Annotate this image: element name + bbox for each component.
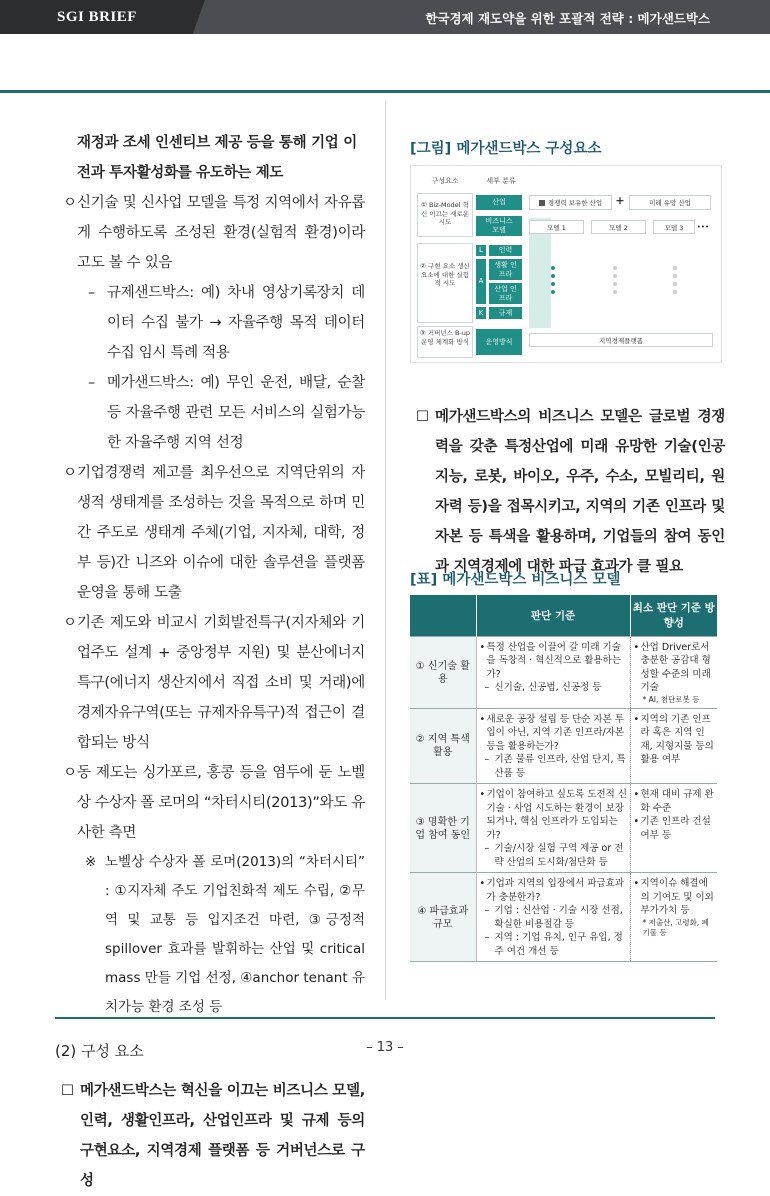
ellipsis: ••• [696,223,710,231]
criteria-text: 특정 산업을 이끌어 갈 미래 기술을 독창적 · 혁신적으로 활용하는가? [486,641,621,680]
min-text: 기존 인프라 건설 여부 등 [640,816,711,841]
letter-a: A [476,259,486,304]
row-label: ① 신기술 활용 [410,636,476,708]
min-criteria-cell: • 지역의 기존 인프라 혹은 지역 인재, 지형지물 등의 활용 여부 [630,708,717,784]
dot-mark [613,274,617,278]
header-rule [0,90,770,93]
bullet-text: 신기술 및 신사업 모델을 특정 지역에서 자유롭게 수행하도록 조성된 환경(실험적 환경)이라고도 볼 수 있음 [77,195,365,271]
checkbox-bullet: ☐ [416,409,429,425]
circle-bullet: ㅇ [63,465,77,481]
dot-mark [613,282,617,286]
criteria-sub: 기업 : 신산업 · 기술 시장 선점, 확실한 비용절감 등 [494,905,623,930]
dot-mark [613,290,617,294]
bullet-item [55,188,365,278]
row-label: ④ 파급효과 규모 [410,873,476,962]
criteria-cell: • 기업과 지역의 입장에서 파급효과가 충분한가? – 기업 : 신산업 · 기술 시장 선점, 확실한 비용절감 등 – 지역 : 기업 유치, 인구 유입, 정주 여건 개선 등 [476,873,630,962]
circle-bullet: ㅇ [63,765,77,781]
left-column [55,128,365,1196]
dot-mark [613,266,617,270]
row1-label: ① Biz-Model 혁신 이끄는 새로운 시도 [420,201,470,226]
min-text: 지역의 기존 인프라 혹은 지역 인재, 지형지물 등의 활용 여부 [640,713,714,765]
table-row [410,708,717,784]
dash-text: 규제샌드박스: 예) 차내 영상기록장치 데이터 수집 불가 → 자율주행 목적 데이터 수집 임시 특례 적용 [107,285,365,361]
building-icon [539,200,545,206]
criteria-cell: • 기업이 참여하고 싶도록 도전적 신기술 · 사업 시도하는 환경이 보장되거나, 핵심 인프라가 도입되는가? – 기술/시장 실험 구역 제공 or 전략 산업의 도시화/첨단화 등 [476,784,630,873]
dash-bullet: – [88,375,95,391]
min-criteria-cell: • 지역이슈 해결에의 기여도 및 이외 부가가치 등 * 저출산, 고령화, 폐기물 등 [630,873,717,962]
row1-sub-model: 비즈니스 모델 [476,216,522,236]
bullet-item [55,608,365,758]
dot-mark [551,266,555,270]
table-title: [표] 메가샌드박스 비즈니스 모델 [410,572,621,588]
circle-bullet: ㅇ [63,615,77,631]
dot-mark [673,282,677,286]
criteria-text: 기업과 지역의 입장에서 파급효과가 충분한가? [486,878,625,903]
row2-sub-living: 생활 인프라 [489,259,522,280]
right-para-text: 메가샌드박스의 비즈니스 모델은 글로벌 경쟁력을 갖춘 특정산업에 미래 유망한 기술(인공지능, 로봇, 바이오, 우주, 수소, 모빌리티, 원자력 등)을 접목시키고, 지역의 기존 인프라 및 자본 등 특색을 활용하며, 기업들의 참여 동인과 지역경제에 대한 파급 효과가 클 필요 [435,409,725,575]
bullet-text: 기업경쟁력 제고를 최우선으로 지역단위의 자생적 생태계를 조성하는 것을 목적으로 하며 민간 주도로 생태계 주체(기업, 지자체, 대학, 정부 등)간 니즈와 이슈에 대한 솔루션을 플랫폼 운영을 통해 도출 [77,465,365,601]
dot-mark [551,290,555,294]
criteria-sub: 기술/시장 실험 구역 제공 or 전략 산업의 도시화/첨단화 등 [494,843,624,868]
min-text: 지역이슈 해결에의 기여도 및 이외 부가가치 등 [640,878,714,916]
reference-note [55,848,365,1022]
highlight-band [529,218,551,328]
criteria-cell: • 특정 산업을 이끌어 갈 미래 기술을 독창적 · 혁신적으로 활용하는가? – 신기술, 신공법, 신공정 등 [476,636,630,708]
model-cell: 모델 3 [653,220,695,234]
dot-mark [551,274,555,278]
dot-mark [673,266,677,270]
letter-l: L [476,245,486,256]
min-criteria-cell: • 산업 Driver로서 충분한 공감대 형성할 수준의 미래 기술 * AI, 첨단로봇 등 [630,636,717,708]
plus-sign: + [615,194,625,207]
section-title: (2) 구성 요소 [55,1042,144,1060]
table-header-cell [410,595,476,636]
footer-rule [55,1017,715,1019]
checkbox-bullet: ☐ [61,1083,74,1099]
min-note: * 저출산, 고령화, 폐기물 등 [642,917,709,937]
model-cell: 모델 1 [529,220,584,234]
table-row [410,636,717,708]
min-criteria-cell: • 현재 대비 규제 완화 수준 • 기존 인프라 건설 여부 등 [630,784,717,873]
note-text: 노벨상 수상자 폴 로머(2013)의 “차터시티” : ①지자체 주도 기업친화적 제도 수립, ②무역 및 교통 등 입지조건 마련, ③긍정적 spillover 효과를 발휘하는 산업 및 critical mass 만들 기업 선정, ④anchor tenant 유치가능 환경 조성 등 [105,854,365,1015]
dash-item [55,368,365,458]
dot-mark [673,274,677,278]
dot-mark [551,282,555,286]
header-title: 한국경제 재도약을 위한 포괄적 전략 : 메가샌드박스 [425,11,710,26]
industry-competitive: 경쟁력 보유한 산업 [529,195,612,210]
bullet-text: 동 제도는 싱가포르, 홍콩 등을 염두에 둔 노벨상 수상자 폴 로머의 “차터시티(2013)”와도 유사한 측면 [77,765,365,841]
row2-sub-industrial: 산업 인프라 [489,283,522,304]
box-bullet-item [55,1076,365,1196]
min-text: 산업 Driver로서 충분한 공감대 형성할 수준의 미래 기술 [640,641,711,693]
criteria-sub: 신기술, 신공법, 신공정 등 [494,682,602,693]
row2-sub-regulation: 규제 [489,307,522,319]
circle-bullet: ㅇ [63,195,77,211]
criteria-text: 새로운 공장 설립 등 단순 자본 투입이 아닌, 지역 기존 인프라/자본 등을 활용하는가? [486,713,625,752]
criteria-text: 기업이 참여하고 싶도록 도전적 신기술 · 사업 시도하는 환경이 보장되거나, 핵심 인프라가 도입되는가? [486,789,628,841]
bullet-item [55,458,365,608]
table-row [410,873,717,962]
box-bullet-text: 메가샌드박스는 혁신을 이끄는 비즈니스 모델, 인력, 생활인프라, 산업인프라 및 규제 등의 구현요소, 지역경제 플랫폼 등 거버넌스로 구성 [80,1083,365,1189]
figure-col-head: 구성요소 [431,177,459,185]
table-row [410,784,717,873]
min-note: * AI, 첨단로봇 등 [642,694,700,704]
business-model-table [410,595,717,962]
criteria-sub: 기존 물류 인프라, 산업 단지, 특산품 등 [494,754,626,779]
figure-title: [그림] 메가샌드박스 구성요소 [410,141,602,157]
table-header-cell: 최소 판단 기준 방향성 [630,595,717,636]
lead-paragraph: 재정과 조세 인센티브 제공 등을 통해 기업 이전과 투자활성화를 유도하는 제도 [77,135,357,181]
right-box-bullet [410,402,725,582]
criteria-cell: • 새로운 공장 설립 등 단순 자본 투입이 아닌, 지역 기존 인프라/자본 등을 활용하는가? – 기존 물류 인프라, 산업 단지, 특산품 등 [476,708,630,784]
figure-col-head: 세부 분류 [486,177,516,185]
row-label: ③ 명확한 기업 참여 동인 [410,784,476,873]
industry-future: 미래 유망 산업 [629,195,711,210]
letter-k: K [476,307,486,319]
column-divider [385,100,386,1000]
regional-platform: 지역경제플랫폼 [529,333,713,347]
table-header-row [410,595,717,636]
model-cell: 모델 2 [591,220,646,234]
row2-sub-labor: 인력 [489,245,522,256]
row2-label: ② 구현 요소 생산 요소에 대한 실험적 시도 [420,262,470,287]
row-label: ② 지역 특색 활용 [410,708,476,784]
component-figure [410,165,722,363]
row3-label: ③ 거버넌스 B-up 운영 체계화 방식 [419,329,471,346]
note-mark: ※ [85,854,97,870]
page-number: – 13 – [366,1040,404,1055]
bullet-text: 기존 제도와 비교시 기회발전특구(지자체와 기업주도 설계 + 중앙정부 지원) 및 분산에너지특구(에너지 생산지에서 직접 소비 및 거래)에 경제자유구역(또는 규제자유특구)적 접근이 결합되는 방식 [77,615,365,751]
table-header-cell: 판단 기준 [476,595,630,636]
bullet-item [55,758,365,848]
criteria-sub: 지역 : 기업 유치, 인구 유입, 정주 여건 개선 등 [494,932,623,957]
min-text: 현재 대비 규제 완화 수준 [640,789,714,814]
dot-mark [673,290,677,294]
dash-bullet: – [88,285,95,301]
header-brand: SGI BRIEF [57,9,137,25]
dash-text: 메가샌드박스: 예) 무인 운전, 배달, 순찰 등 자율주행 관련 모든 서비스의 실험가능한 자율주행 지역 선정 [107,375,365,451]
row1-sub-industry: 산업 [476,195,522,210]
row3-sub-operation: 운영방식 [476,329,522,355]
page-header [0,0,770,34]
dash-item [55,278,365,368]
